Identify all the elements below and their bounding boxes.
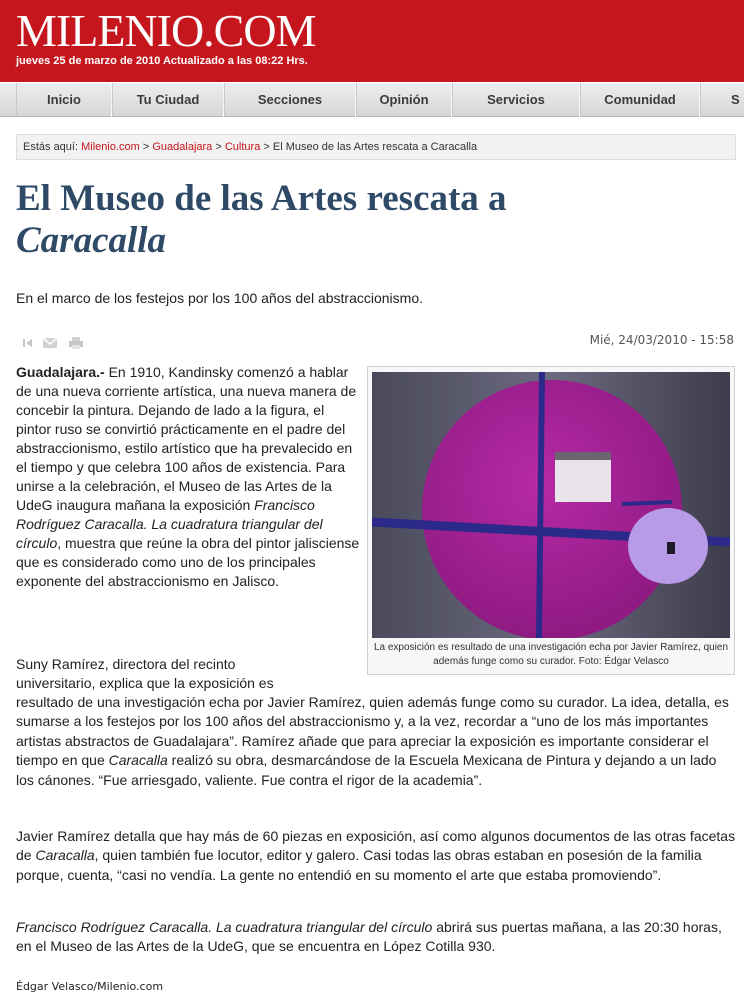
- header-dateline: jueves 25 de marzo de 2010 Actualizado a las 08:22 Hrs.: [16, 55, 308, 67]
- paragraph-text: resultado de una investigación echa por Javier Ramírez, quien además funge como su curador. La idea, detalla, es sumarse a los festejos por los 100 años del abstraccionismo y, a la vez, recordar a “uno de los más importantes artistas abstractos de Guadalajara”. Ramírez añade que para apreciar la exposición es importante considerar el tiempo en que: [16, 694, 729, 769]
- share-icon[interactable]: [22, 337, 38, 349]
- email-icon[interactable]: [42, 337, 58, 349]
- article-paragraph-3: [16, 827, 738, 885]
- breadcrumb-link-guadalajara[interactable]: Guadalajara: [152, 141, 213, 153]
- breadcrumb-current: El Museo de las Artes rescata a Caracalla: [272, 141, 478, 153]
- main-nav: [0, 82, 744, 117]
- nav-item-inicio[interactable]: Inicio: [16, 83, 112, 117]
- nav-item-overflow[interactable]: S: [700, 83, 744, 117]
- article-author: Édgar Velasco/Milenio.com: [16, 980, 164, 993]
- paragraph-text: abrirá sus puertas mañana, a las 20:30 horas, en el Museo de las Artes de la UdeG, que se encuentra en López Cotilla 930.: [16, 919, 722, 955]
- exhibition-photo[interactable]: [372, 372, 730, 638]
- nav-item-comunidad[interactable]: Comunidad: [580, 83, 700, 117]
- breadcrumb-link-milenio[interactable]: Milenio.com: [81, 141, 140, 153]
- artist-name: Caracalla: [108, 752, 168, 769]
- article-timestamp: Mié, 24/03/2010 - 15:58: [589, 333, 734, 347]
- article-title-plain: El Museo de las Artes rescata a: [16, 178, 507, 219]
- print-icon[interactable]: [68, 337, 84, 349]
- paragraph-text: Javier Ramírez detalla que hay más de 60 piezas en exposición, así como algunos documentos de las otras facetas de: [16, 828, 736, 864]
- nav-item-opinion[interactable]: Opinión: [356, 83, 452, 117]
- breadcrumb: [16, 134, 736, 160]
- paragraph-text: , muestra que reúne la obra del pintor jalisciense que es considerado como uno de los principales exponente del abstraccionismo en Jalisco.: [16, 535, 360, 589]
- article-paragraph-1: [16, 363, 361, 591]
- paragraph-text: En 1910, Kandinsky comenzó a hablar de una nueva corriente artística, una nueva manera de concebir la pintura. Dejando de lado a la figura, el pintor ruso se convirtió prácticamente en el padre del abstraccionismo, estilo artístico que ha prevalecido en el tiempo y que celebra 100 años de existencia. Para unirse a la celebración, el Museo de las Artes de la UdeG inaugura mañana la exposición: [16, 364, 357, 513]
- nav-item-servicios[interactable]: Servicios: [452, 83, 580, 117]
- breadcrumb-separator: >: [142, 141, 150, 153]
- site-logo[interactable]: MILENIO.COM: [16, 5, 316, 56]
- article-subtitle: En el marco de los festejos por los 100 años del abstraccionismo.: [16, 290, 423, 306]
- artist-name: Caracalla: [35, 847, 95, 864]
- article-figure: [367, 366, 735, 675]
- nav-item-tu-ciudad[interactable]: Tu Ciudad: [112, 83, 224, 117]
- paragraph-text: , quien también fue locutor, editor y galero. Casi todas las obras estaban en posesión de la familia porque, cuenta, “casi no vendía. La gente no entendió en su momento el arte que estaba promoviendo”.: [16, 847, 702, 883]
- exhibition-title: Francisco Rodríguez Caracalla. La cuadratura triangular del círculo: [16, 497, 323, 551]
- breadcrumb-prefix: Estás aquí:: [23, 141, 79, 153]
- paragraph-2-line-2: universitario, explica que la exposición es: [16, 675, 274, 691]
- article-title-italic: Caracalla: [16, 220, 167, 261]
- figure-caption: La exposición es resultado de una investigación echa por Javier Ramírez, quien además funge como su curador. Foto: Édgar Velasco: [373, 642, 729, 667]
- nav-item-secciones[interactable]: Secciones: [224, 83, 356, 117]
- breadcrumb-link-cultura[interactable]: Cultura: [224, 141, 261, 153]
- breadcrumb-separator: >: [215, 141, 222, 153]
- site-header: [0, 0, 744, 82]
- breadcrumb-separator: >: [263, 141, 270, 153]
- dateline-city: Guadalajara.-: [16, 364, 105, 380]
- article-title: [16, 178, 736, 262]
- article-paragraph-2: [16, 693, 738, 790]
- paragraph-text: realizó su obra, desmarcándose de la Escuela Mexicana de Pintura y dejando a un lado los cánones. “Fue arriesgado, valiente. Fue contra el rigor de la academia”.: [16, 752, 717, 788]
- exhibition-title: Francisco Rodríguez Caracalla. La cuadratura triangular del círculo: [16, 919, 433, 935]
- paragraph-2-line-1: Suny Ramírez, directora del recinto: [16, 656, 236, 672]
- article-paragraph-4: [16, 918, 738, 957]
